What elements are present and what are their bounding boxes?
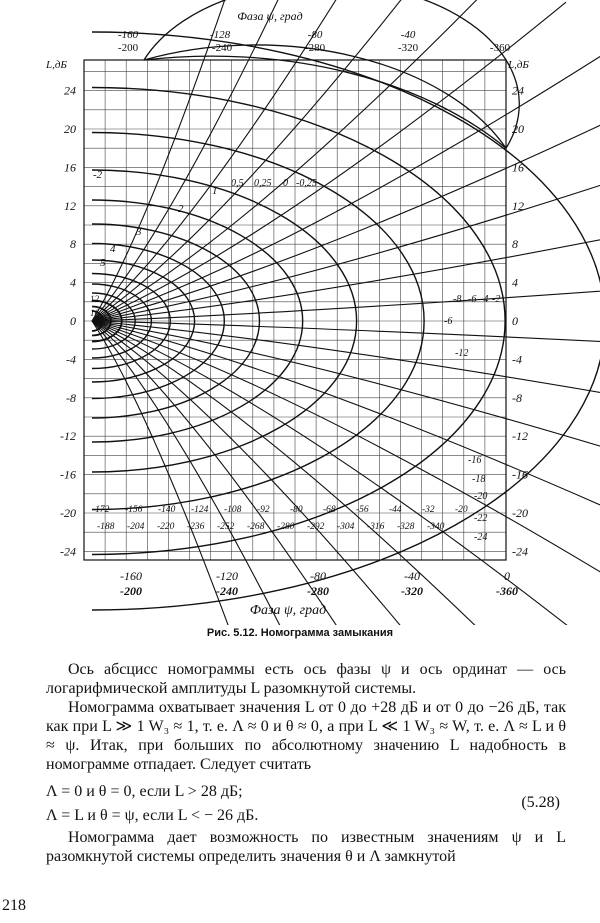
top-tick-2-2: -280 — [304, 42, 326, 54]
paragraph-1: Ось абсцисс номограммы есть ось фазы ψ и ось ординат — ось логарифмической амплитуды L разомкнутой системы. — [46, 661, 566, 697]
left-tick-label: -12 — [60, 429, 76, 444]
theta-label: -56 — [356, 505, 369, 515]
lambda-label-left-4: 2 — [178, 203, 184, 215]
lambda-label-left-2: 3 — [136, 226, 142, 238]
bottom-tick-1-2: -80 — [310, 569, 326, 583]
left-tick-label: 24 — [64, 83, 76, 98]
left-tick-label: 12 — [64, 198, 76, 213]
theta-label: -44 — [389, 505, 402, 515]
lambda-label-right-6: -16 — [468, 455, 482, 466]
theta-label: -32 — [422, 505, 435, 515]
bottom-tick-2-0: -200 — [120, 584, 142, 598]
theta-label: -188 — [97, 522, 115, 532]
lambda-label-left-5: 5 — [100, 257, 106, 269]
upper-arc — [144, 56, 506, 148]
theta-label: -140 — [158, 505, 176, 515]
formula-block — [46, 780, 566, 828]
lambda-labels-left — [93, 169, 218, 269]
paragraph-2: Номограмма охватывает значения L от 0 до +28 дБ и от 0 до −26 дБ, так как при L ≫ 1 W₃ ≈ 1, т. е. Λ ≈ 0 и θ ≈ 0, а при L ≪ 1 W₃ ≈ W, т. е. Λ ≈ L и θ ≈ ψ. Итак, при больших по абсолютному значению L надобность в номограмме отпадает. Следует считать — [46, 699, 566, 773]
lambda-label-top-3: -0,25 — [296, 178, 317, 189]
right-tick-label: -16 — [512, 467, 528, 482]
paragraph-3: Номограмма дает возможность по известным значениям ψ и L разомкнутой системы определить значения θ и Λ замкнутой — [46, 829, 566, 865]
left-tick-label: -24 — [60, 544, 76, 559]
theta-label: -236 — [187, 522, 205, 532]
right-tick-label: 8 — [512, 237, 518, 252]
bottom-tick-2-2: -280 — [307, 584, 329, 598]
top-tick-1-2: -80 — [307, 29, 323, 41]
theta-label: -20 — [455, 505, 468, 515]
lambda-label-right-7: -18 — [472, 474, 486, 485]
lambda-label-right-5: -12 — [455, 348, 469, 359]
left-axis-ticks — [60, 84, 76, 559]
right-axis-label: L,дБ — [508, 59, 529, 71]
theta-label: -156 — [125, 505, 143, 515]
right-tick-label: -12 — [512, 429, 528, 444]
top-tick-1-0: -160 — [117, 29, 139, 41]
lambda-label-right-3: -2 — [492, 294, 501, 305]
left-tick-label: -16 — [60, 467, 76, 482]
page-number: 218 — [2, 897, 26, 914]
top-tick-2-1: -240 — [211, 42, 233, 54]
theta-label: -124 — [191, 505, 209, 515]
body-text — [46, 660, 566, 866]
left-tick-label: -4 — [66, 352, 76, 367]
theta-label: -340 — [427, 522, 445, 532]
right-tick-label: 24 — [512, 83, 524, 98]
theta-label: -92 — [257, 505, 270, 515]
theta-label: -80 — [290, 505, 303, 515]
left-tick-label: -20 — [60, 506, 76, 520]
right-tick-label: -24 — [512, 544, 528, 559]
bottom-tick-2-1: -240 — [216, 584, 238, 598]
right-tick-label: -4 — [512, 352, 522, 367]
lambda-label-right-9: -22 — [474, 513, 488, 524]
upper-arc — [144, 0, 519, 148]
right-tick-label: 12 — [512, 198, 524, 213]
left-tick-label: 16 — [64, 160, 76, 175]
lambda-labels-right — [444, 294, 500, 543]
theta-label: -292 — [307, 522, 325, 532]
right-tick-label: 20 — [512, 122, 524, 136]
formula-line-1: Λ = 0 и θ = 0, если L > 28 дБ; — [46, 783, 243, 800]
bottom-ticks-2 — [120, 584, 518, 598]
theta-label: -172 — [92, 505, 110, 515]
equation-number: (5.28) — [521, 794, 560, 811]
lambda-label-right-4: -6 — [444, 316, 453, 327]
left-tick-label: 20 — [64, 122, 76, 136]
formula-line-2: Λ = L и θ = ψ, если L < − 26 дБ. — [46, 807, 259, 824]
bottom-axis-title: Фаза ψ, град — [249, 603, 327, 618]
top-tick-2-0: -200 — [117, 42, 139, 54]
theta-label: -204 — [127, 522, 145, 532]
bottom-tick-1-4: 0 — [504, 569, 510, 583]
right-tick-label: -20 — [512, 506, 528, 520]
top-axis-title: Фаза ψ, град — [237, 9, 303, 23]
lambda-label-inner-1: 16 — [90, 308, 99, 318]
theta-curve — [92, 321, 574, 625]
bottom-tick-2-4: -360 — [496, 584, 518, 598]
theta-label: -280 — [277, 522, 295, 532]
top-tick-2-3: -320 — [397, 42, 419, 54]
lambda-label-right-8: -20 — [474, 491, 488, 502]
lambda-label-inner-0: 12 — [90, 294, 99, 304]
left-tick-label: 0 — [70, 314, 76, 328]
top-tick-1-1: -128 — [209, 29, 231, 41]
bottom-tick-1-3: -40 — [404, 569, 420, 583]
lambda-label-left-0: -2 — [93, 169, 103, 181]
lambda-label-top-2: 0 — [283, 178, 288, 189]
right-axis-ticks — [512, 84, 528, 559]
lambda-label-top-0: 0,5 — [231, 178, 244, 189]
theta-label: -252 — [217, 522, 235, 532]
lambda-label-top-1: 0,25 — [254, 178, 272, 189]
bottom-tick-2-3: -320 — [401, 584, 423, 598]
lambda-label-right-2: -4 — [480, 294, 489, 305]
theta-label: -220 — [157, 522, 175, 532]
lambda-label-right-1: -6 — [468, 294, 477, 305]
top-tick-1-3: -40 — [400, 29, 416, 41]
right-tick-label: 0 — [512, 314, 518, 328]
lambda-label-right-0: -8 — [453, 294, 462, 305]
bottom-ticks-1 — [120, 569, 510, 583]
theta-label: -316 — [367, 522, 385, 532]
theta-label: -268 — [247, 522, 265, 532]
theta-label: -304 — [337, 522, 355, 532]
bottom-tick-1-1: -120 — [216, 569, 238, 583]
top-tick-2-4: -360 — [489, 42, 511, 54]
right-tick-label: 4 — [512, 275, 518, 290]
lambda-label-left-1: 1 — [212, 185, 218, 197]
bottom-tick-1-0: -160 — [120, 569, 142, 583]
right-tick-label: -8 — [512, 390, 522, 405]
left-tick-label: 8 — [70, 237, 76, 252]
lambda-label-left-3: 4 — [110, 243, 116, 255]
left-tick-label: 4 — [70, 275, 76, 290]
theta-label: -68 — [323, 505, 336, 515]
left-axis-label: L,дБ — [46, 59, 67, 71]
right-tick-label: 16 — [512, 160, 524, 175]
theta-label: -108 — [224, 505, 242, 515]
lambda-label-right-10: -24 — [474, 532, 488, 543]
figure-caption: Рис. 5.12. Номограмма замыкания — [206, 627, 394, 639]
left-tick-label: -8 — [66, 390, 76, 405]
theta-label: -328 — [397, 522, 415, 532]
